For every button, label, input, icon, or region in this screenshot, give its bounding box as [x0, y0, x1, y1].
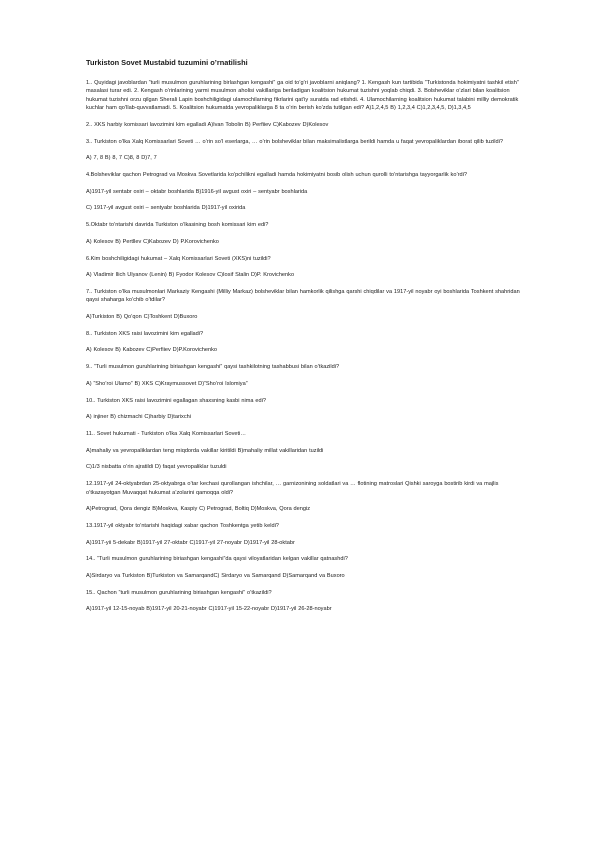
- question-7-options: A)Turkiston B) Qo’qon C)Toshkent D)Buxoro: [86, 314, 198, 321]
- question-4-text: 4.Bolsheviklar qachon Petrograd va Moskva Sovetlarida ko’pchilikni egalladi hamda hokimiyatni bosib olish uchun qurolli to’ntarishga tayyorgarlik ko’rdi?: [86, 172, 468, 179]
- question-1-text: 1.. Quyidagi javoblardan “turli musulmon guruhlarining birlashgan kengashi” ga oid to’g’ri javoblarni aniqlang? 1. Kengash kun tartibida “Turkistonda hokimiyatni tashkil etish” masalasi turar edi. 2. Kengash o’rinlarining yarmi musulmon aholisi vakillariga beriladigan koalitsion hukumat tuzishni yoqlab chiqdi. 3. Bolsheviklar o’zlari bilan koalitsion hukumat tuzishni orzu qilgan Sherali Lapin boshchiligidagi ulamochilarning fikrlarini qat’iy suratda rad etishdi. 4. Ulamochilarning koalitsion hukumat talabini milliy demokratik kuchlar ham qo’llab-quvvatlamadi. 5. Koalitsion hukumatda yevropaliklarga 8 ta o’rin berish ko’zda tutilgan edi? A)1,2,4,5 B) 1,2,3,4 C)1,2,3,4,5, D)1,3,4,5: [86, 80, 519, 112]
- question-3-text: 3.. Turkiston o’lka Xalq Komissarlari Soveti … o’rin so’l eserlarga, … o’rin bolsheviklar bilan maksimalistlarga berildi hamda u faqat yevropaliklardan iborat qilib tuzildi?: [86, 138, 503, 145]
- question-12-text: 12.1917-yil 24-oktyabrdan 25-oktyabrga o’tar kechasi qurollangan ishchilar, … garnizonining soldatlari va … flotining matroslari Qishki saroyga bostirib kirdi va majlis o’tkazayotgan Muvaqqat hukumat a’zolarini qamoqqa oldi?: [86, 481, 499, 496]
- question-14-text: 14.. “Turli musulmon guruhlarining biriashgan kengashi”da qaysi viloyatlaridan kelgan vakillar qatnashdi?: [86, 556, 348, 563]
- question-15-text: 15.. Qachon “turli musulmon guruhlarining biriashgan kengashi” o’tkazildi?: [86, 589, 272, 596]
- question-13-options: A)1917-yii 5-dekabr B)1917-yil 27-oktabr C)1917-yil 27-noyabr D)1917-yil 28-oktabr: [86, 539, 295, 546]
- document-content: [86, 58, 522, 622]
- question-8-options: A) Kolesov B) Kabozev C)Perfiiev D)P.Korovichenko: [86, 347, 218, 354]
- question-8-text: 8.. Turkiston XKS raisi lavozimini kim egalladi?: [86, 330, 204, 337]
- question-6-text: 6.Kim boshchiligidagi hukumat – Xalq Komissarlari Soveti (XKS)ni tuzildi?: [86, 255, 271, 262]
- question-11-text: 11.. Sovet hukumati - Turkiston o’lka Xalq Komissarlari Soveti…: [86, 430, 246, 437]
- question-list: [86, 79, 522, 614]
- question-4-options-c: C) 1917-yil avgust oxiri – sentyabr boshlarida D)1917-yil oxirida: [86, 205, 246, 212]
- question-9-text: 9.. “Turli musulmon guruhlarining biriashgan kengashi” qaysi tashkilotning tashabbusi bilan o’tkazildi?: [86, 364, 340, 371]
- question-10-options: A) injiner B) chizmachi C)harbiy D)tarixchi: [86, 414, 192, 421]
- document-title: Turkiston Sovet Mustabid tuzumini o’rnatilishi: [86, 58, 248, 67]
- question-2-text: 2.. XKS harbiy komissari lavozimini kim egalladi A)Ivan Tobolin B) Perfiiev C)Kabozev D)Kolesov: [86, 121, 329, 128]
- question-4-options-a: A)1917-yil sentabr oxiri – oktabr boshlarida B)1916-yil avgust oxiri – sentyabr boshlarida: [86, 188, 308, 195]
- question-7-text: 7.. Turkiston o’lka musulmonlari Markaziy Kengashi (Milliy Markaz) bolsheviklar bilan hamkorlik qilishga qarshi chiqdilar va 1917-yil noyabr oyi boshlarida Toshkent shahridan qaysi shaharga ko’chib o’tdilar?: [86, 288, 520, 304]
- question-14-options: A)Sirdaryo va Turkiston B)Turkiston va SamarqandC) Sirdaryo va Samarqand D)Samarqand va Buxoro: [86, 573, 345, 580]
- question-11-options-c: C)1/3 nisbatta o’rin ajratildi D) faqat yevropaliklar tuzuldi: [86, 464, 227, 471]
- question-5-options: A) Kolesov B) Pertllev C)Kabozev D) P.Korovichenko: [86, 238, 219, 245]
- question-15-options: A)1917-yil 12-15-noyab B)1917-yil 20-21-noyabr C)1917-yil 15-22-noyabr D)1917-yil 26-28-noyabr: [86, 606, 332, 613]
- question-12-options: A)Petrograd, Qora dengiz B)Moskva, Kaspiy C) Petrograd, Boltiq D)Moskva, Qora dengiz: [86, 506, 311, 513]
- question-6-options: A) Vladimir Ilich Ulyanov (Lenin) B) Fyodor Kolesov C)Iosif Stalin D)P. Krovichenko: [86, 272, 295, 279]
- question-9-options: A) “Sho’roi Ulamo” B) XKS C)Kraymussovet D)“Sho’roi Islomiya”: [86, 380, 248, 387]
- question-3-options: A) 7, 8 B) 8, 7 C)8, 8 D)7, 7: [86, 155, 157, 162]
- question-11-options-a: A)mahaliy va yevropaliklardan teng miqdorda vakillar kiritildi B)mahaliy millat vakillaridan tuzildi: [86, 447, 324, 454]
- question-10-text: 10.. Turkiston XKS raisi lavozimini egallagan shaxsning kasbi nima edi?: [86, 397, 266, 404]
- question-13-text: 13.1917-yil oktyabr to’ntarishi haqidagi xabar qachon Toshkentga yetib keldi?: [86, 522, 279, 529]
- question-5-text: 5.Oktabr to’ntarishi davrida Turkiston o’lkasining bosh komissari kim edi?: [86, 222, 269, 229]
